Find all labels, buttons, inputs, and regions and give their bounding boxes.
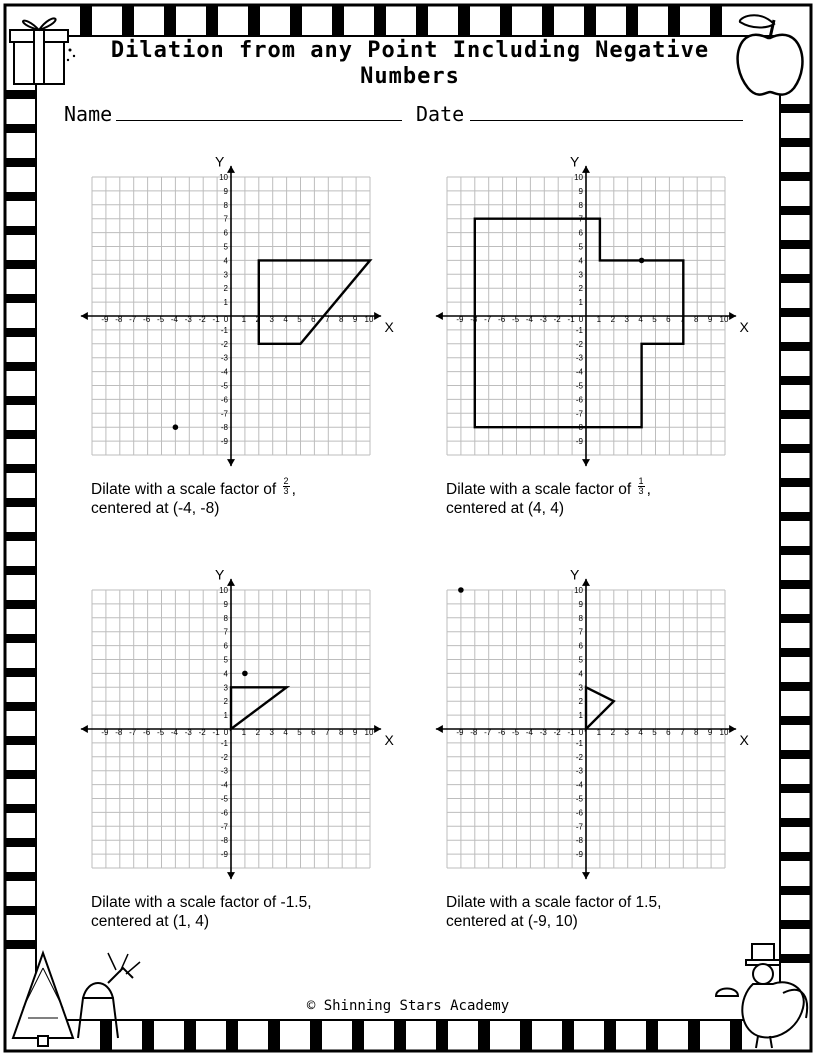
y-tick-label: 6 [223, 641, 228, 651]
x-tick-label: -1 [212, 315, 220, 325]
y-axis-label: Y [570, 155, 580, 170]
y-tick-label: -7 [575, 822, 583, 832]
x-axis-label: X [384, 319, 394, 335]
y-tick-label: -5 [575, 794, 583, 804]
y-tick-label: 3 [223, 683, 228, 693]
x-tick-label: -2 [198, 728, 206, 738]
x-tick-label: -8 [470, 728, 478, 738]
x-tick-label: -4 [170, 728, 178, 738]
y-axis-arrow [582, 459, 590, 466]
y-tick-label: 5 [223, 655, 228, 665]
y-tick-label: -7 [220, 822, 228, 832]
date-field[interactable] [470, 120, 743, 121]
y-tick-label: -3 [220, 766, 228, 776]
y-tick-label: -9 [575, 437, 583, 447]
y-tick-label: -8 [575, 423, 583, 433]
y-tick-label: 1 [223, 711, 228, 721]
x-tick-label: 7 [680, 315, 685, 325]
y-tick-label: 2 [578, 697, 583, 707]
x-tick-label: 7 [325, 728, 330, 738]
y-tick-label: -3 [575, 353, 583, 363]
x-tick-label: 4 [283, 728, 288, 738]
x-tick-label: -8 [115, 728, 123, 738]
y-tick-label: 10 [219, 173, 228, 182]
x-tick-label: -4 [170, 315, 178, 325]
name-label: Name [64, 102, 113, 126]
y-tick-label: 7 [223, 214, 228, 224]
x-tick-label: 8 [338, 315, 344, 325]
x-tick-label: -9 [101, 315, 109, 325]
x-tick-label: -7 [129, 728, 137, 738]
y-tick-label: 5 [578, 242, 583, 252]
x-tick-label: 4 [638, 728, 643, 738]
y-tick-label: -8 [220, 836, 228, 846]
dilation-center-point [458, 587, 464, 593]
y-tick-label: -7 [575, 409, 583, 419]
y-tick-label: 8 [578, 613, 583, 623]
y-tick-label: -1 [575, 738, 583, 748]
x-axis-arrow [81, 312, 88, 320]
x-tick-label: 2 [255, 728, 261, 738]
x-tick-label: -4 [525, 315, 533, 325]
y-tick-label: 8 [223, 613, 228, 623]
y-tick-label: 9 [223, 599, 228, 609]
x-tick-label: 5 [652, 315, 657, 325]
y-tick-label: 3 [578, 270, 583, 280]
problem-4-center: centered at (-9, 10) [446, 913, 578, 930]
y-tick-label: -5 [220, 381, 228, 391]
coordinate-grid-1 [70, 155, 400, 475]
y-tick-label: 9 [578, 599, 583, 609]
x-tick-label: 9 [707, 728, 713, 738]
x-tick-label: 2 [255, 315, 261, 325]
footer-copyright: © Shinning Stars Academy [306, 998, 510, 1014]
x-tick-label: 1 [241, 728, 247, 738]
problem-1-text: Dilate with a scale factor of $\frac{2}{3}$ , centered at (-4, -8) [91, 476, 296, 518]
problem-1-prompt: Dilate with a scale factor of [91, 481, 277, 498]
y-tick-label: 4 [578, 256, 583, 266]
x-axis-arrow [436, 725, 443, 733]
x-axis-arrow [374, 725, 381, 733]
y-tick-label: -2 [575, 339, 583, 349]
y-axis-label: Y [215, 155, 225, 170]
x-tick-label: -3 [539, 728, 547, 738]
x-tick-label: -8 [115, 315, 123, 325]
x-tick-label: 9 [352, 728, 358, 738]
x-tick-label: -5 [511, 315, 520, 325]
y-tick-label: -4 [575, 367, 583, 377]
y-tick-label: -2 [220, 339, 228, 349]
x-tick-label: 3 [269, 315, 274, 325]
y-tick-label: -6 [575, 395, 583, 405]
x-tick-label: 3 [624, 315, 629, 325]
x-tick-label: -3 [184, 728, 192, 738]
y-axis-arrow [227, 872, 235, 879]
problem-2-prompt: Dilate with a scale factor of [446, 481, 632, 498]
y-tick-label: -1 [220, 738, 228, 748]
gift-icon [8, 8, 78, 88]
y-tick-label: 10 [574, 173, 583, 182]
turkey-pilgrim-icon [708, 938, 812, 1050]
problem-4-prompt: Dilate with a scale factor of 1.5, [446, 894, 662, 911]
problem-1-center: centered at (-4, -8) [91, 500, 220, 518]
y-tick-label: -9 [575, 850, 583, 860]
name-field[interactable] [116, 120, 402, 121]
y-tick-label: -4 [575, 780, 583, 790]
coordinate-grid-4 [425, 568, 755, 888]
y-tick-label: 1 [578, 298, 583, 308]
y-tick-label: -8 [220, 423, 228, 433]
y-tick-label: -4 [220, 367, 228, 377]
y-tick-label: -2 [575, 752, 583, 762]
y-axis-arrow [227, 459, 235, 466]
x-tick-label: -5 [511, 728, 520, 738]
x-tick-label: 6 [666, 315, 671, 325]
date-label: Date [416, 102, 465, 126]
y-tick-label: 7 [578, 214, 583, 224]
y-tick-label: -9 [220, 437, 228, 447]
y-tick-label: 2 [223, 697, 228, 707]
worksheet-title: Dilation from any Point Including Negative Numbers [110, 38, 710, 89]
y-tick-label: 6 [578, 228, 583, 238]
y-tick-label: -1 [220, 325, 228, 335]
y-tick-label: -1 [575, 325, 583, 335]
y-tick-label: 7 [578, 627, 583, 637]
y-tick-label: -7 [220, 409, 228, 419]
y-tick-label: 4 [223, 669, 228, 679]
y-tick-label: 3 [223, 270, 228, 280]
x-tick-label: -9 [456, 315, 464, 325]
y-tick-label: 5 [223, 242, 228, 252]
x-tick-label: -6 [498, 315, 506, 325]
dilation-center-point [173, 424, 179, 430]
y-tick-label: -8 [575, 836, 583, 846]
y-tick-label: -3 [575, 766, 583, 776]
x-axis-arrow [729, 312, 736, 320]
problem-4-text [446, 893, 661, 931]
y-tick-label: 5 [578, 655, 583, 665]
x-tick-label: -9 [101, 728, 109, 738]
x-tick-label: -6 [498, 728, 506, 738]
x-tick-label: 0 [578, 728, 584, 738]
x-tick-label: -1 [212, 728, 220, 738]
y-tick-label: 4 [578, 669, 583, 679]
y-tick-label: -5 [220, 794, 228, 804]
y-tick-label: -6 [220, 808, 228, 818]
problem-3-center: centered at (1, 4) [91, 913, 210, 930]
y-axis-arrow [582, 166, 590, 173]
x-tick-label: 10 [719, 728, 729, 738]
apple-icon [728, 8, 812, 100]
x-tick-label: 6 [666, 728, 671, 738]
x-axis-arrow [374, 312, 381, 320]
x-tick-label: 3 [624, 728, 629, 738]
x-axis-arrow [729, 725, 736, 733]
x-axis-arrow [436, 312, 443, 320]
scale-factor-fraction-2: $\frac{1}{3}$ [638, 476, 644, 497]
x-tick-label: 8 [693, 315, 699, 325]
y-tick-label: 1 [578, 711, 583, 721]
y-tick-label: -9 [220, 850, 228, 860]
x-tick-label: -5 [156, 315, 165, 325]
x-tick-label: -2 [553, 315, 561, 325]
x-tick-label: 9 [707, 315, 713, 325]
x-tick-label: -7 [484, 315, 492, 325]
x-tick-label: 4 [638, 315, 643, 325]
problem-2-center: centered at (4, 4) [446, 500, 565, 518]
y-tick-label: 2 [223, 284, 228, 294]
x-tick-label: -9 [456, 728, 464, 738]
y-tick-label: 10 [574, 586, 583, 595]
y-tick-label: 8 [578, 200, 583, 210]
dilation-center-point [242, 671, 248, 677]
x-tick-label: -2 [553, 728, 561, 738]
x-tick-label: 10 [364, 315, 374, 325]
y-tick-label: 10 [219, 586, 228, 595]
x-tick-label: 5 [652, 728, 657, 738]
x-tick-label: -3 [184, 315, 192, 325]
problem-2-text: Dilate with a scale factor of $\frac{1}{3}$ , centered at (4, 4) [446, 476, 651, 518]
x-tick-label: 5 [297, 315, 302, 325]
scale-factor-fraction-1: $\frac{2}{3}$ [283, 476, 289, 497]
x-tick-label: 9 [352, 315, 358, 325]
y-tick-label: -3 [220, 353, 228, 363]
y-tick-label: 9 [223, 186, 228, 196]
y-axis-label: Y [215, 568, 225, 583]
x-tick-label: -4 [525, 728, 533, 738]
x-tick-label: -7 [484, 728, 492, 738]
y-axis-label: Y [570, 568, 580, 583]
x-tick-label: 7 [325, 315, 330, 325]
x-axis-label: X [739, 732, 749, 748]
y-tick-label: 1 [223, 298, 228, 308]
y-axis-arrow [582, 872, 590, 879]
x-tick-label: 6 [311, 315, 316, 325]
x-tick-label: 6 [311, 728, 316, 738]
x-tick-label: 2 [610, 315, 616, 325]
x-axis-arrow [81, 725, 88, 733]
y-axis-arrow [227, 166, 235, 173]
y-tick-label: 9 [578, 186, 583, 196]
x-tick-label: 10 [364, 728, 374, 738]
x-tick-label: 0 [578, 315, 584, 325]
x-axis-label: X [384, 732, 394, 748]
x-tick-label: 1 [596, 728, 602, 738]
coordinate-grid-2 [425, 155, 755, 475]
y-tick-label: 6 [578, 641, 583, 651]
x-tick-label: -5 [156, 728, 165, 738]
x-tick-label: -6 [143, 315, 151, 325]
coordinate-grid-3 [70, 568, 400, 888]
x-tick-label: -7 [129, 315, 137, 325]
x-tick-label: -6 [143, 728, 151, 738]
x-tick-label: 1 [596, 315, 602, 325]
x-tick-label: -1 [567, 315, 575, 325]
y-tick-label: 3 [578, 683, 583, 693]
x-axis-label: X [739, 319, 749, 335]
x-tick-label: -3 [539, 315, 547, 325]
x-tick-label: 1 [241, 315, 247, 325]
y-tick-label: -4 [220, 780, 228, 790]
x-tick-label: 4 [283, 315, 288, 325]
y-tick-label: 4 [223, 256, 228, 266]
y-tick-label: 8 [223, 200, 228, 210]
y-tick-label: 6 [223, 228, 228, 238]
y-tick-label: 7 [223, 627, 228, 637]
x-tick-label: 7 [680, 728, 685, 738]
y-tick-label: -5 [575, 381, 583, 391]
y-tick-label: 2 [578, 284, 583, 294]
y-tick-label: -6 [220, 395, 228, 405]
y-axis-arrow [582, 579, 590, 586]
problem-3-text [91, 893, 312, 931]
problem-3-prompt: Dilate with a scale factor of -1.5, [91, 894, 312, 911]
x-tick-label: -2 [198, 315, 206, 325]
y-axis-arrow [227, 579, 235, 586]
x-tick-label: -8 [470, 315, 478, 325]
x-tick-label: 2 [610, 728, 616, 738]
y-tick-label: -6 [575, 808, 583, 818]
x-tick-label: 10 [719, 315, 729, 325]
y-tick-label: -2 [220, 752, 228, 762]
x-tick-label: 0 [223, 315, 229, 325]
x-tick-label: 8 [693, 728, 699, 738]
x-tick-label: 8 [338, 728, 344, 738]
x-tick-label: 3 [269, 728, 274, 738]
x-tick-label: 5 [297, 728, 302, 738]
x-tick-label: 0 [223, 728, 229, 738]
dilation-center-point [639, 258, 645, 264]
x-tick-label: -1 [567, 728, 575, 738]
